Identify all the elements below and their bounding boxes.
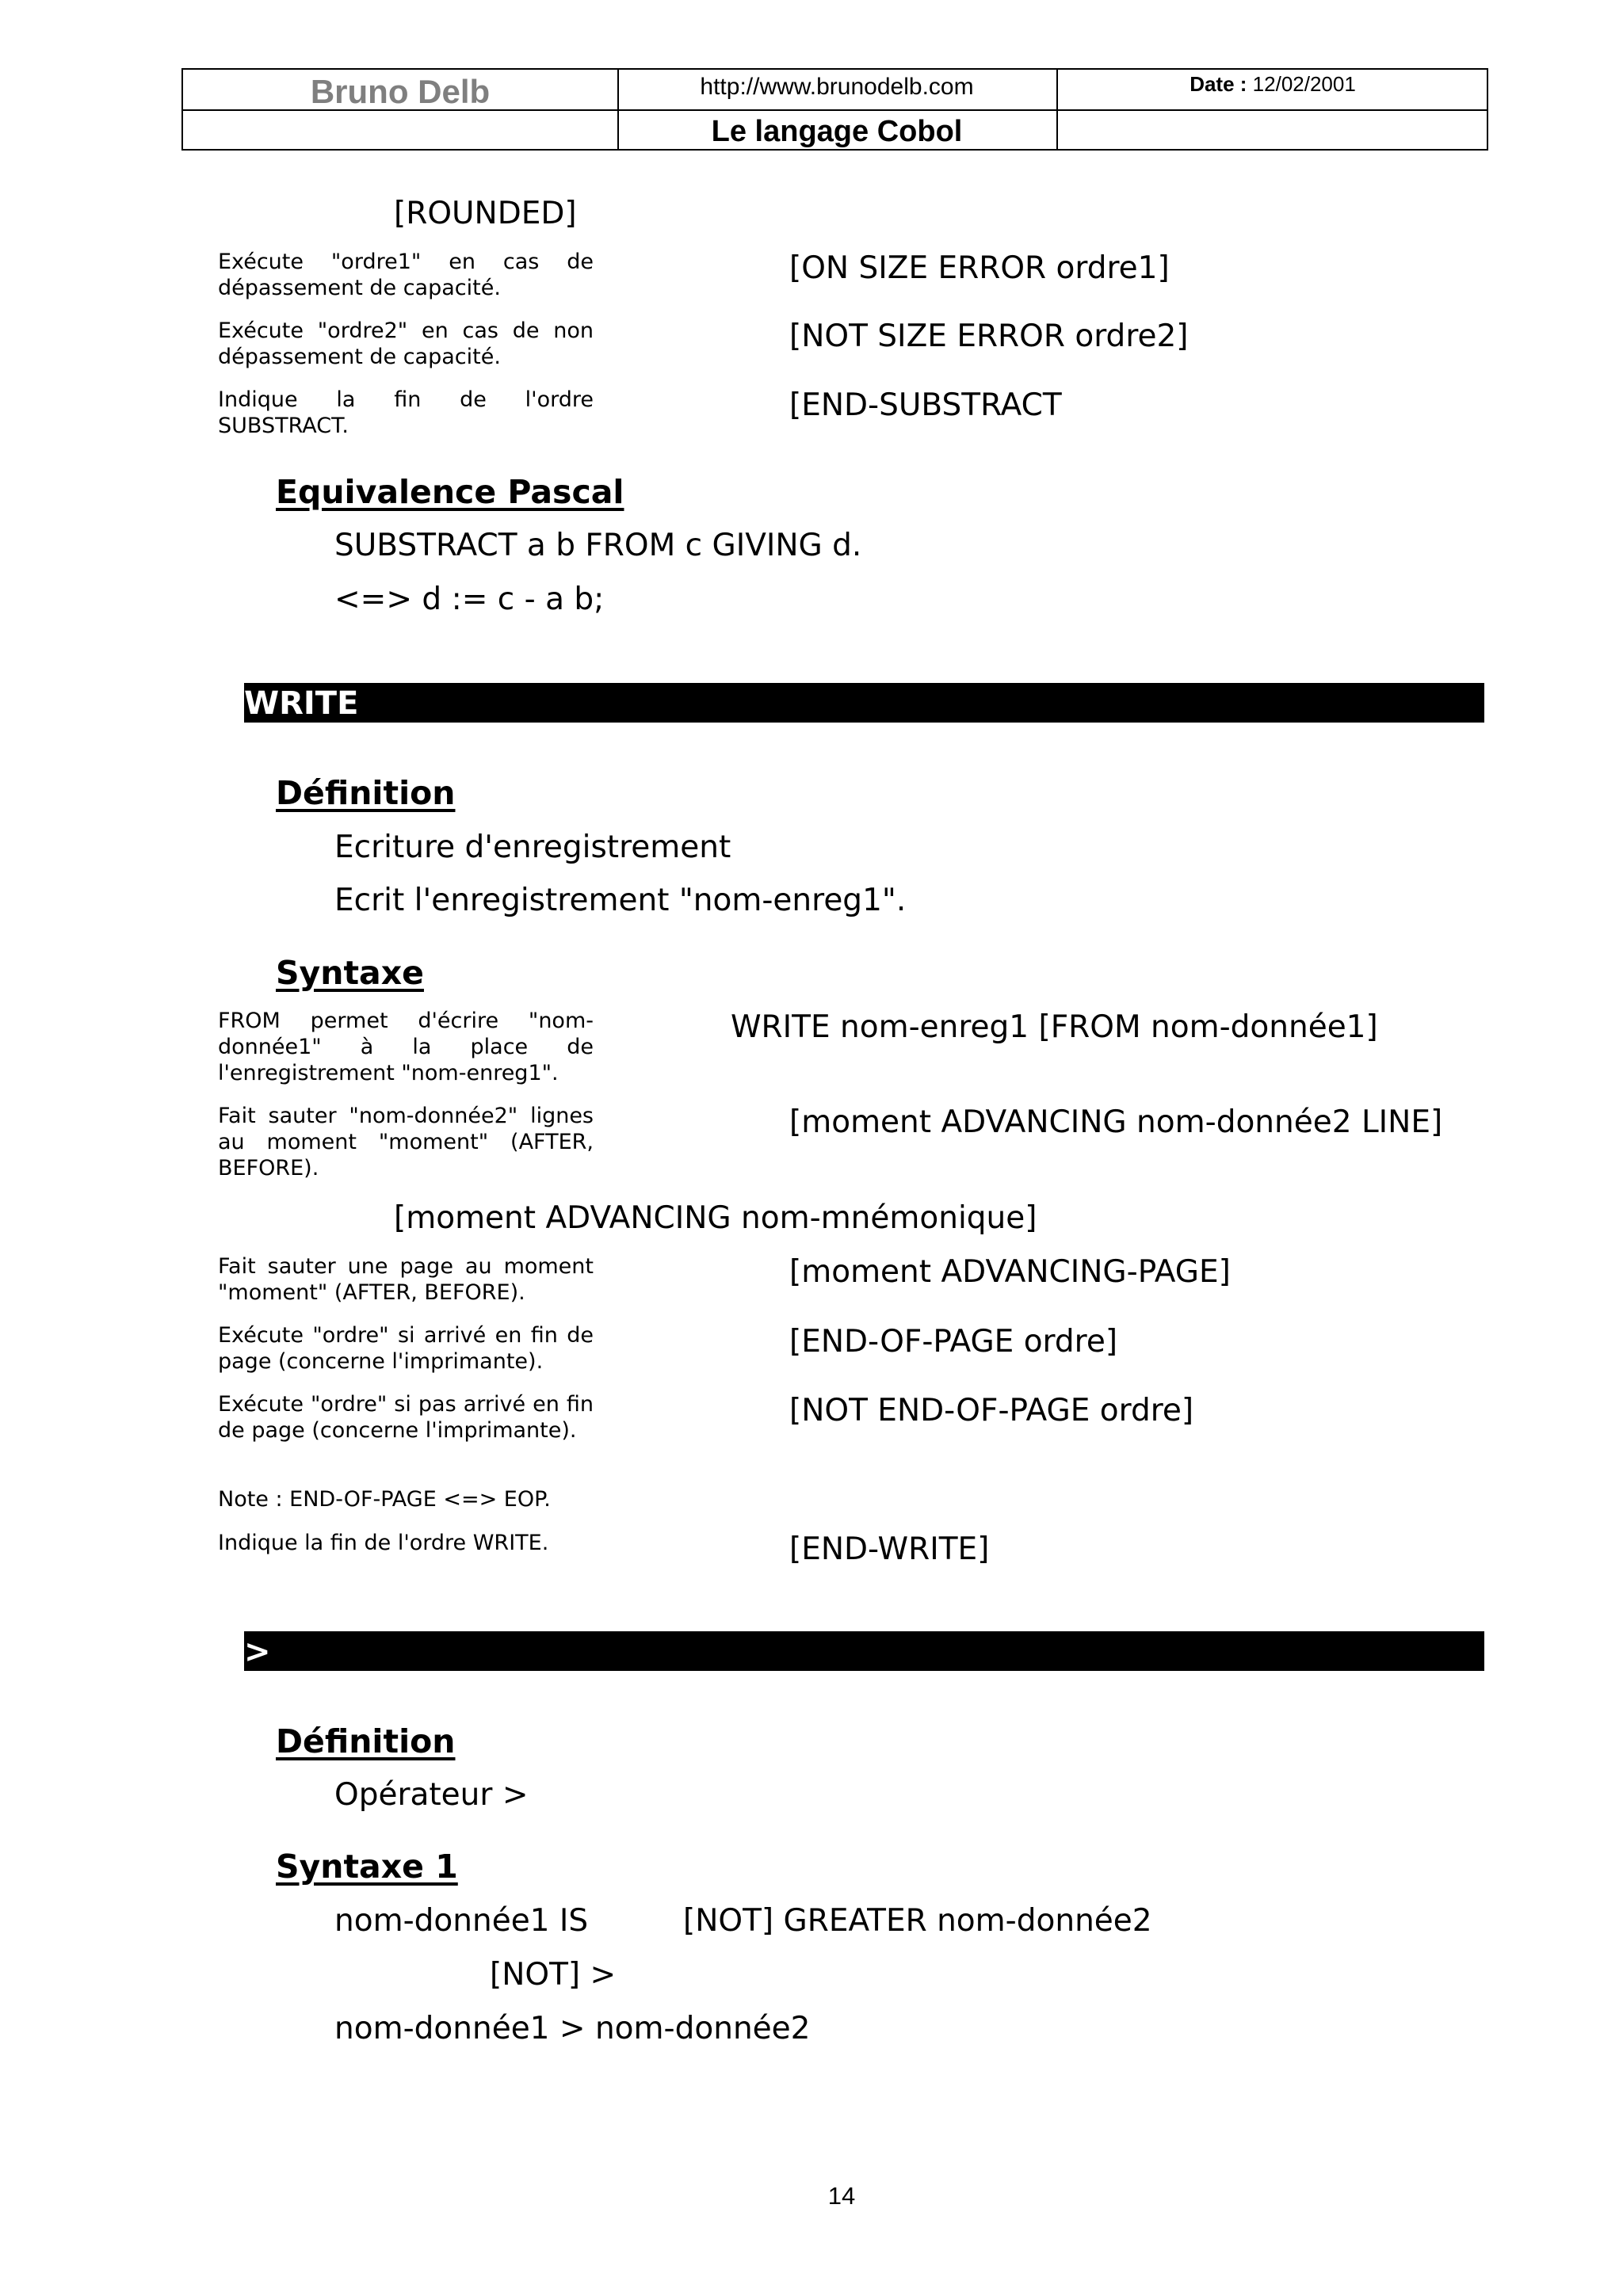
write-not-eop-code: [NOT END-OF-PAGE ordre]	[789, 1393, 1194, 1428]
greater-syntax-right: [NOT] GREATER nom-donnée2	[683, 1903, 1152, 1939]
write-mnemonic-code: [moment ADVANCING nom-mnémonique]	[394, 1200, 1037, 1236]
pascal-line-2: <=> d := c - a b;	[334, 582, 605, 617]
greater-syntax-left: nom-donnée1 IS	[334, 1903, 589, 1939]
write-advancing-note: Fait sauter "nom-donnée2" lignes au moment "moment" (AFTER, BEFORE).	[218, 1104, 594, 1180]
substract-note-2: Exécute "ordre2" en cas de non dépassement de capacité.	[218, 318, 594, 369]
page-number: 14	[827, 2182, 856, 2210]
pascal-line-1: SUBSTRACT a b FROM c GIVING d.	[334, 528, 862, 563]
write-syntax-heading: Syntaxe	[276, 954, 424, 992]
substract-note-1: Exécute "ordre1" en cas de dépassement de capacité.	[218, 250, 594, 300]
write-advancing-code: [moment ADVANCING nom-donnée2 LINE]	[789, 1104, 1443, 1140]
pascal-heading: Equivalence Pascal	[276, 473, 624, 511]
write-page-code: [moment ADVANCING-PAGE]	[789, 1254, 1231, 1290]
greater-definition-heading: Définition	[276, 1722, 456, 1760]
header-date-label: Date :	[1190, 72, 1247, 96]
greater-syntax-short: nom-donnée1 > nom-donnée2	[334, 2011, 811, 2046]
substract-code-3: [END-SUBSTRACT	[789, 387, 1062, 423]
substract-code-2: [NOT SIZE ERROR ordre2]	[789, 318, 1189, 354]
substract-rounded: [ROUNDED]	[394, 196, 577, 231]
greater-syntax-heading: Syntaxe 1	[276, 1848, 458, 1886]
write-definition-line-1: Ecriture d'enregistrement	[334, 830, 731, 865]
write-section-title: WRITE	[244, 685, 359, 722]
page-header-table	[181, 68, 1488, 151]
write-eop-note: Exécute "ordre" si arrivé en fin de page (concerne l'imprimante).	[218, 1323, 594, 1374]
write-end-code: [END-WRITE]	[789, 1531, 990, 1567]
header-doc-title: Le langage Cobol	[711, 115, 963, 148]
write-section-bar	[244, 683, 1484, 723]
write-eop-code: [END-OF-PAGE ordre]	[789, 1324, 1118, 1360]
write-syntax-main: WRITE nom-enreg1 [FROM nom-donnée1]	[731, 1009, 1378, 1045]
write-definition-heading: Définition	[276, 774, 456, 812]
substract-note-3: Indique la fin de l'ordre SUBSTRACT.	[218, 387, 594, 438]
write-eop-alias-note: Note : END-OF-PAGE <=> EOP.	[218, 1487, 551, 1512]
substract-code-1: [ON SIZE ERROR ordre1]	[789, 250, 1170, 286]
greater-syntax-not: [NOT] >	[490, 1957, 617, 1993]
header-date	[1058, 70, 1487, 109]
write-end-note: Indique la fin de l'ordre WRITE.	[218, 1531, 549, 1555]
write-definition-line-2: Ecrit l'enregistrement "nom-enreg1".	[334, 883, 907, 918]
header-url[interactable]: http://www.brunodelb.com	[700, 74, 974, 100]
greater-section-bar	[244, 1631, 1484, 1671]
write-from-note: FROM permet d'écrire "nom-donnée1" à la place de l'enregistrement "nom-enreg1".	[218, 1009, 594, 1085]
greater-definition-line: Opérateur >	[334, 1777, 529, 1813]
header-date-value: 12/02/2001	[1252, 72, 1356, 96]
header-author: Bruno Delb	[310, 73, 491, 110]
greater-section-title: >	[244, 1634, 271, 1670]
write-page-note: Fait sauter une page au moment "moment" (AFTER, BEFORE).	[218, 1254, 594, 1305]
write-not-eop-note: Exécute "ordre" si pas arrivé en fin de page (concerne l'imprimante).	[218, 1392, 594, 1443]
